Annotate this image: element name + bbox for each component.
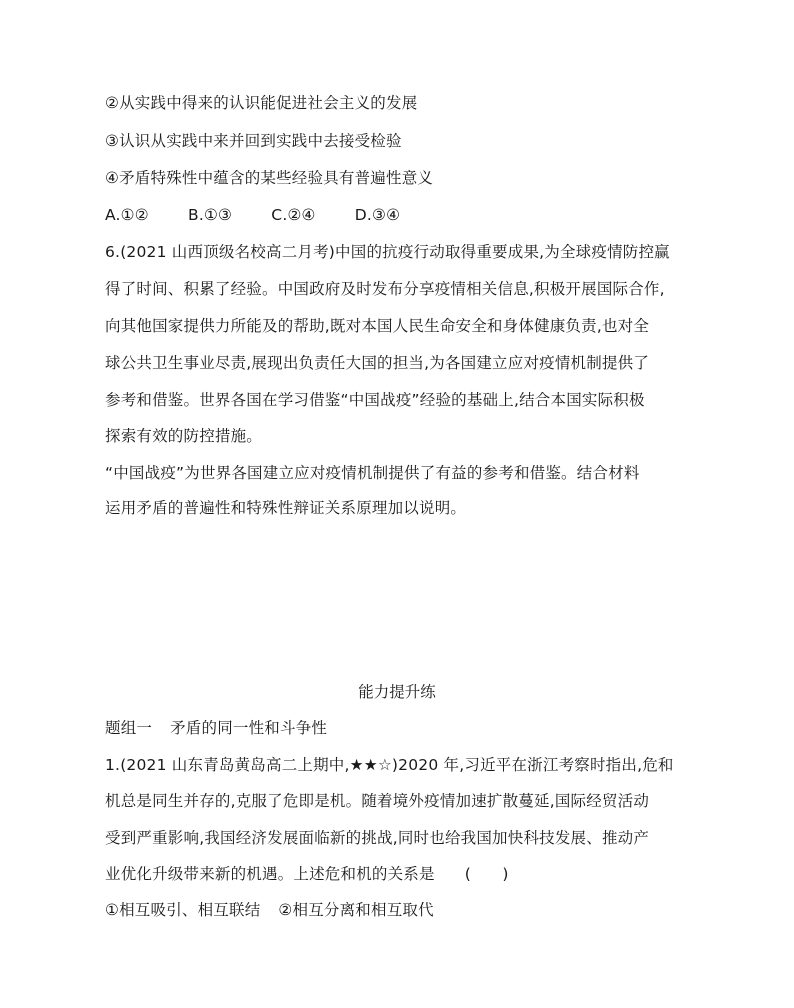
choice-b: B.①③ — [188, 206, 233, 224]
q1-option-1: ①相互吸引、相互联结 — [105, 901, 261, 919]
choice-d: D.③④ — [354, 206, 401, 224]
q6-line: 探索有效的防控措施。 — [105, 427, 263, 445]
q6-line: “中国战疫”为世界各国建立应对疫情机制提供了有益的参考和借鉴。结合材料 — [105, 464, 640, 482]
group-heading — [105, 718, 327, 738]
group-title: 矛盾的同一性和斗争性 — [170, 719, 328, 737]
q6-line: 向其他国家提供力所能及的帮助,既对本国人民生命安全和身体健康负责,也对全 — [105, 317, 650, 335]
q6-line: 参考和借鉴。世界各国在学习借鉴“中国战疫”经验的基础上,结合本国实际积极 — [105, 391, 645, 409]
choice-a: A.①② — [105, 206, 149, 224]
q6-line: 球公共卫生事业尽责,展现出负责任大国的担当,为各国建立应对疫情机制提供了 — [105, 354, 650, 372]
q1-options — [105, 900, 434, 920]
choice-c: C.②④ — [271, 206, 316, 224]
option-item-2: ②从实践中得来的认识能促进社会主义的发展 — [105, 94, 418, 112]
group-label: 题组一 — [105, 719, 153, 737]
section-title: 能力提升练 — [358, 683, 436, 701]
answer-blank: ( ) — [464, 865, 509, 883]
q1-line: 业优化升级带来新的机遇。上述危和机的关系是 — [105, 865, 435, 883]
q1-line: 受到严重影响,我国经济发展面临新的挑战,同时也给我国加快科技发展、推动产 — [105, 829, 650, 847]
q6-line: 得了时间、积累了经验。中国政府及时发布分享疫情相关信息,积极开展国际合作, — [105, 280, 665, 298]
option-item-3: ③认识从实践中来并回到实践中去接受检验 — [105, 132, 402, 150]
q1-stem-last — [105, 864, 509, 884]
q1-line: 1.(2021 山东青岛黄岛高二上期中,★★☆)2020 年,习近平在浙江考察时指出,危和 — [105, 756, 674, 774]
q6-line: 运用矛盾的普遍性和特殊性辩证关系原理加以说明。 — [105, 499, 467, 517]
option-item-4: ④矛盾特殊性中蕴含的某些经验具有普遍性意义 — [105, 169, 434, 187]
answer-choices — [105, 205, 434, 225]
q6-line: 6.(2021 山西顶级名校高二月考)中国的抗疫行动取得重要成果,为全球疫情防控赢 — [105, 243, 670, 261]
q1-line: 机总是同生并存的,克服了危即是机。随着境外疫情加速扩散蔓延,国际经贸活动 — [105, 792, 650, 810]
q1-option-2: ②相互分离和相互取代 — [278, 901, 434, 919]
